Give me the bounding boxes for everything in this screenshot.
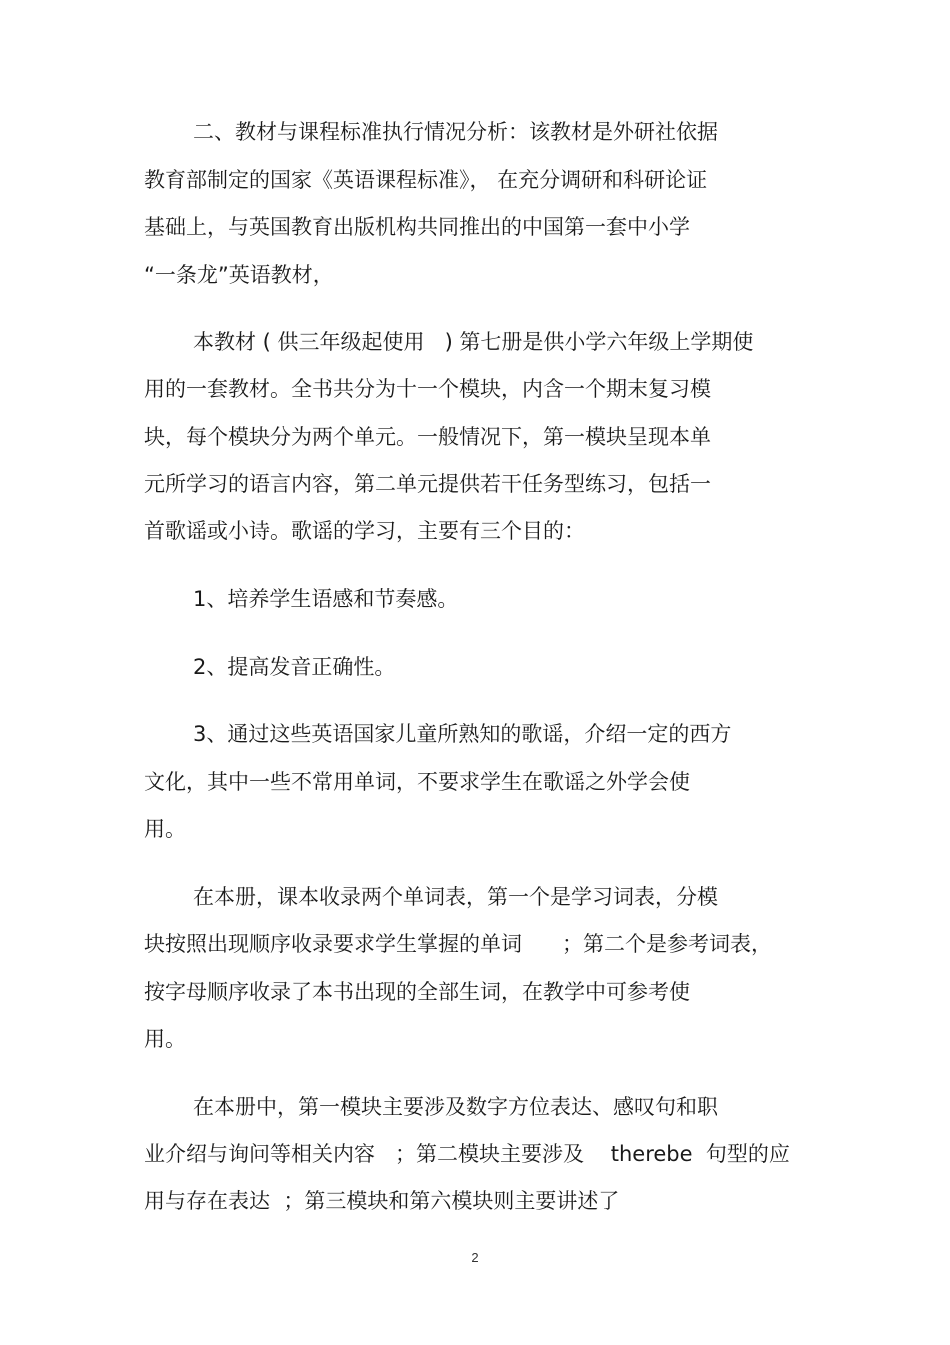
page-number: 2 bbox=[471, 1250, 479, 1265]
list-item-1: 1、培养学生语感和节奏感。 bbox=[193, 587, 459, 611]
paragraph-1-line-3: 基础上，与英国教育出版机构共同推出的中国第一套中小学 bbox=[144, 215, 690, 239]
paragraph-1-line-1: 二、教材与课程标准执行情况分析：该教材是外研社依据 bbox=[193, 120, 718, 144]
paragraph-3-line-2: 块按照出现顺序收录要求学生掌握的单词 ；第二个是参考词表， bbox=[144, 932, 773, 956]
paragraph-2-line-5: 首歌谣或小诗。歌谣的学习，主要有三个目的： bbox=[144, 519, 585, 543]
list-item-3-line-3: 用。 bbox=[144, 817, 186, 841]
paragraph-2-line-4: 元所学习的语言内容，第二单元提供若干任务型练习，包括一 bbox=[144, 472, 711, 496]
paragraph-3-line-3: 按字母顺序收录了本书出现的全部生词，在教学中可参考使 bbox=[144, 980, 690, 1004]
paragraph-2-line-3: 块，每个模块分为两个单元。一般情况下，第一模块呈现本单 bbox=[144, 425, 711, 449]
paragraph-4-line-1: 在本册中，第一模块主要涉及数字方位表达、感叹句和职 bbox=[193, 1095, 718, 1119]
paragraph-3-line-1: 在本册，课本收录两个单词表，第一个是学习词表，分模 bbox=[193, 885, 718, 909]
list-item-2: 2、提高发音正确性。 bbox=[193, 655, 396, 679]
paragraph-4-line-3: 用与存在表达 ；第三模块和第六模块则主要讲述了 bbox=[144, 1189, 620, 1213]
paragraph-1-line-4: “一条龙”英语教材， bbox=[144, 263, 334, 287]
paragraph-1-line-2: 教育部制定的国家《英语课程标准》， 在充分调研和科研论证 bbox=[144, 168, 708, 192]
paragraph-2-line-2: 用的一套教材。全书共分为十一个模块，内含一个期末复习模 bbox=[144, 377, 711, 401]
paragraph-4-line-2: 业介绍与询问等相关内容 ；第二模块主要涉及 therebe 句型的应 bbox=[144, 1142, 790, 1166]
list-item-3-line-2: 文化，其中一些不常用单词，不要求学生在歌谣之外学会使 bbox=[144, 770, 690, 794]
list-item-3-line-1: 3、通过这些英语国家儿童所熟知的歌谣，介绍一定的西方 bbox=[193, 722, 732, 746]
paragraph-2-line-1: 本教材 ( 供三年级起使用 ) 第七册是供小学六年级上学期使 bbox=[193, 330, 754, 354]
paragraph-3-line-4: 用。 bbox=[144, 1027, 186, 1051]
